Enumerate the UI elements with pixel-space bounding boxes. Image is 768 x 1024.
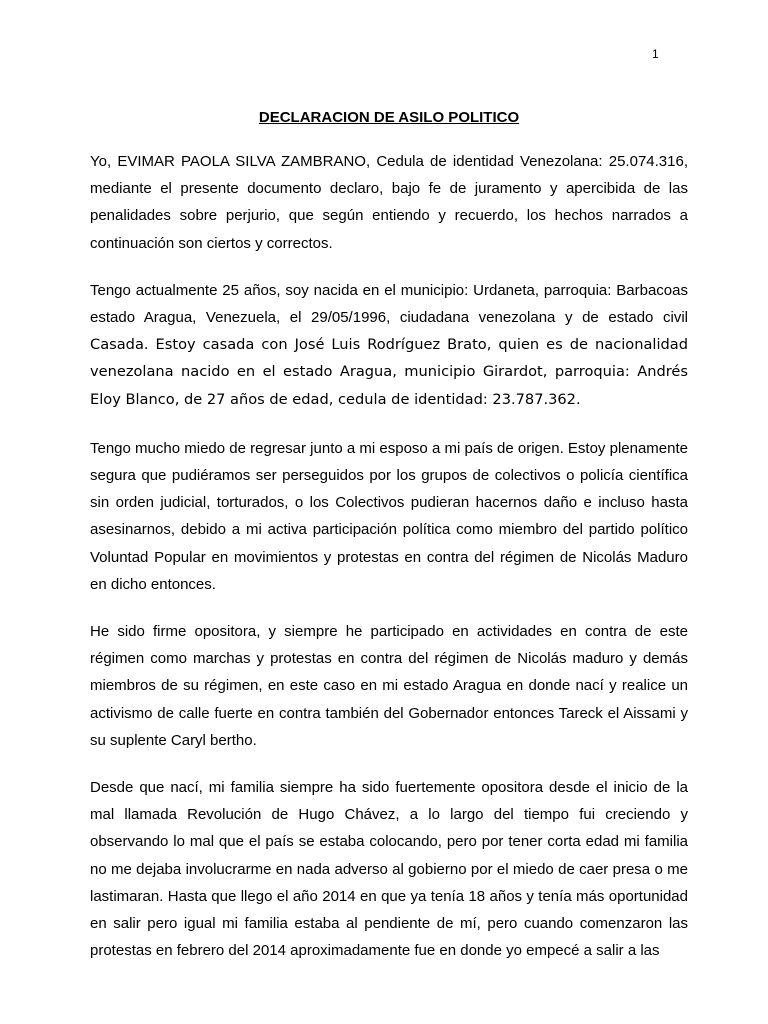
page-number: 1 [652, 47, 659, 61]
paragraph-personal-info-text: Tengo actualmente 25 años, soy nacida en el municipio: Urdaneta, parroquia: Barbacoas estado Aragua, Venezuela, el 29/05/1996, ciudadana venezolana y de estado civil [90, 281, 688, 327]
document-title: DECLARACION DE ASILO POLITICO [258, 109, 520, 126]
document-body [90, 148, 688, 984]
paragraph-identity: Yo, EVIMAR PAOLA SILVA ZAMBRANO, Cedula de identidad Venezolana: 25.074.316, mediante el presente documento declaro, bajo fe de juramento y apercibida de las penalidades sobre perjurio, que según entiendo y recuerdo, los hechos narrados a continuación son ciertos y correctos. [90, 153, 688, 252]
paragraph-family-history: Desde que nací, mi familia siempre ha sido fuertemente opositora desde el inicio de la mal llamada Revolución de Hugo Chávez, a lo largo del tiempo fui creciendo y observando lo mal que el país se estaba colocando, pero por tener corta edad mi familia no me dejaba involucrarme en nada adverso al gobierno por el miedo de caer presa o me lastimaran. Hasta que llego el año 2014 en que ya tenía 18 años y tenía más oportunidad en salir pero igual mi familia estaba al pendiente de mí, pero cuando comenzaron las protestas en febrero del 2014 aproximadamente fue en donde yo empecé a salir a las [90, 779, 688, 960]
paragraph-spouse-info-text: Casada. Estoy casada con José Luis Rodríguez Brato, quien es de nacionalidad venezolana nacido en el estado Aragua, municipio Girardot, parroquia: Andrés Eloy Blanco, de 27 años de edad, cedula de identidad: 23.787.362. [90, 336, 688, 408]
paragraph-personal-info [90, 277, 688, 413]
paragraph-opposition: He sido firme opositora, y siempre he participado en actividades en contra de este régimen como marchas y protestas en contra del régimen de Nicolás maduro y demás miembros de su régimen, en este caso en mi estado Aragua en donde nací y realice un activismo de calle fuerte en contra también del Gobernador entonces Tareck el Aissami y su suplente Caryl bertho. [90, 623, 688, 749]
paragraph-fear: Tengo mucho miedo de regresar junto a mi esposo a mi país de origen. Estoy plenamente segura que pudiéramos ser perseguidos por los grupos de colectivos o policía científica sin orden judicial, torturados, o los Colectivos pudieran hacernos daño e incluso hasta asesinarnos, debido a mi activa participación política como miembro del partido político Voluntad Popular en movimientos y protestas en contra del régimen de Nicolás Maduro en dicho entonces. [90, 439, 688, 593]
